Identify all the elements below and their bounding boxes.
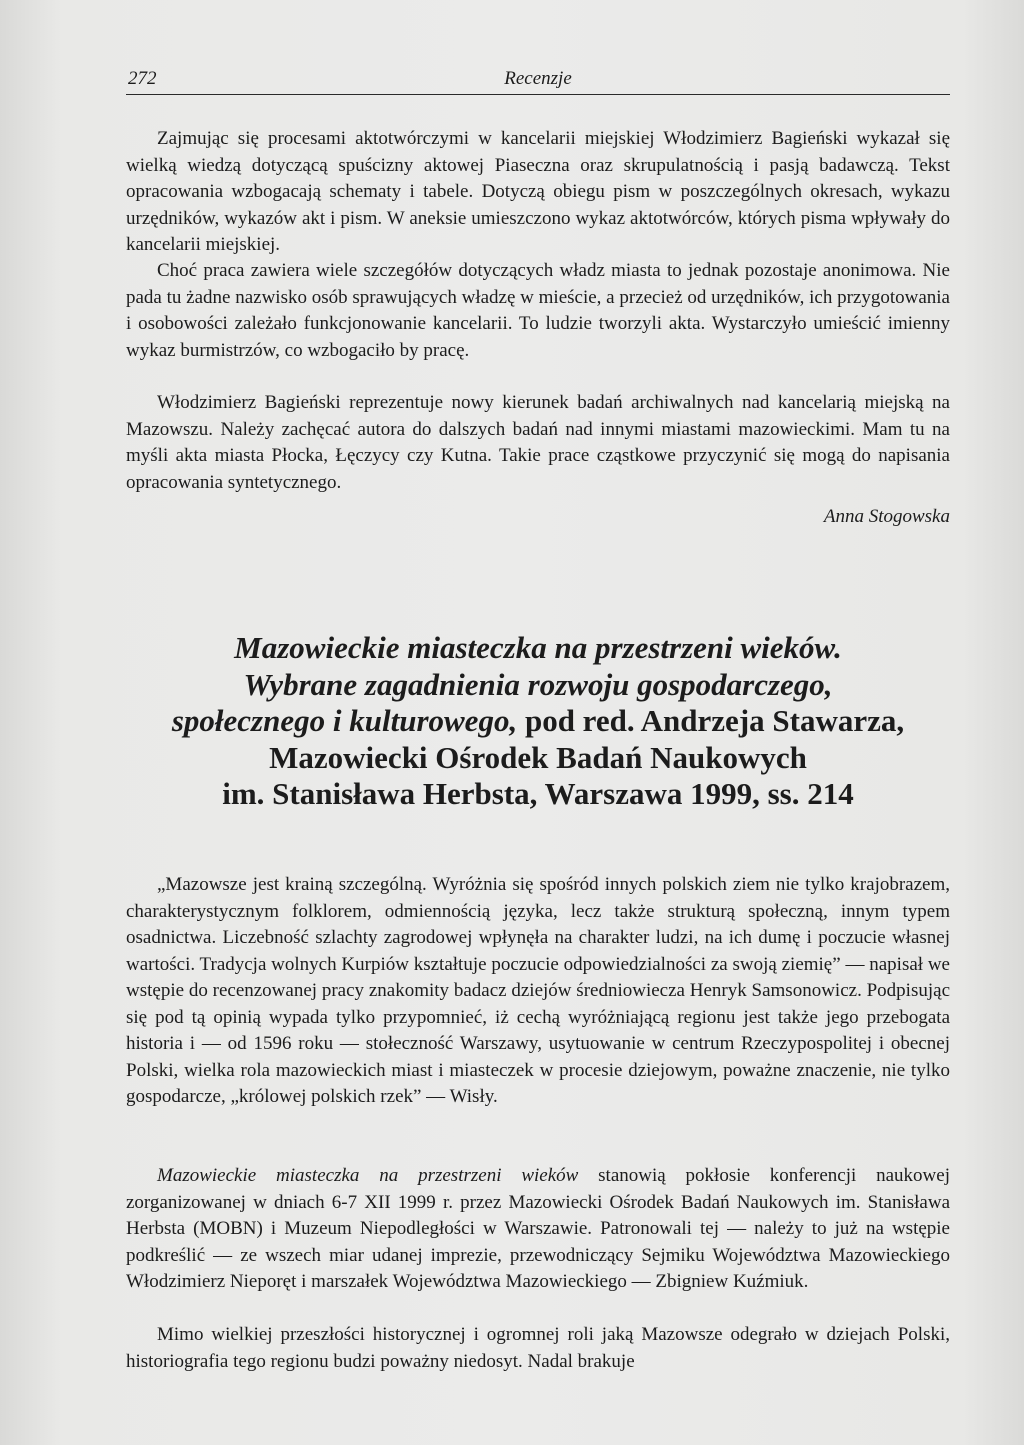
review-author-signature: Anna Stogowska [823, 506, 950, 527]
review2-paragraph-1: „Mazowsze jest krainą szczególną. Wyróżnia się spośród innych polskich ziem nie tylko krajobrazem, charakterystycznym folklorem, odmiennością języka, lecz także strukturą społeczną, innym typem osadnictwa. Liczebność szlachty zagrodowej wpłynęła na charakter ludzi, na ich dumę i poczucie własnej wartości. Tradycja wolnych Kurpiów kształtuje poczucie odpowiedzialności za swoją ziemię” — napisał we wstępie do recenzowanej pracy znakomity badacz dziejów średniowiecza Henryk Samsonowicz. Podpisując się pod tą opinią wypada tylko przypomnieć, iż cechą wyróżniającą regionu jest także jego przebogata historia i — od 1596 roku — stołeczność Warszawy, usytuowanie w centrum Rzeczypospolitej i obecnej Polski, wielka rola mazowieckich miast i miasteczek w procesie dziejowym, poważne znaczenie, nie tylko gospodarcze, „królowej polskich rzek” — Wisły. [126, 874, 950, 1107]
review-title [126, 630, 950, 813]
title-line-3-rest: pod red. Andrzeja Stawarza, [517, 703, 905, 738]
review1-paragraph-1: Zajmując się procesami aktotwórczymi w kancelarii miejskiej Włodzimierz Bagieński wykazał się wielką wiedzą dotyczącą spuścizny aktowej Piaseczna oraz skrupulatnością i pasją badawczą. Tekst opracowania wzbogacają schematy i tabele. Dotyczą obiegu pism w poszczególnych okresach, wykazu urzędników, wykazów akt i pism. W aneksie umieszczono wykaz aktotwórców, których pisma wpływały do kancelarii miejskiej. [126, 128, 950, 255]
page-number: 272 [128, 68, 157, 89]
title-line-5: im. Stanisława Herbsta, Warszawa 1999, ss. 214 [222, 776, 854, 811]
review2-paragraph-2-book-title: Mazowieckie miasteczka na przestrzeni wieków [157, 1165, 579, 1186]
review2-paragraph-2 [126, 1163, 950, 1296]
review1-paragraph-3: Włodzimierz Bagieński reprezentuje nowy kierunek badań archiwalnych nad kancelarią miejską na Mazowszu. Należy zachęcać autora do dalszych badań nad innymi miastami mazowieckimi. Mam tu na myśli akta miasta Płocka, Łęczycy czy Kutna. Takie prace cząstkowe przyczynić się mogą do napisania opracowania syntetycznego. [126, 392, 950, 493]
title-line-2: Wybrane zagadnienia rozwoju gospodarczego, [243, 666, 833, 702]
section-title: Recenzje [504, 68, 572, 89]
running-header [126, 66, 950, 95]
title-line-3-italic: społecznego i kulturowego, [171, 703, 518, 738]
review2-paragraph-3: Mimo wielkiej przeszłości historycznej i ogromnej roli jaką Mazowsze odegrało w dziejach Polski, historiografia tego regionu budzi poważny niedosyt. Nadal brakuje [126, 1324, 950, 1372]
review1-paragraph-2: Choć praca zawiera wiele szczegółów dotyczących władz miasta to jednak pozostaje anonimowa. Nie pada tu żadne nazwisko osób sprawujących władzę w mieście, a przecież od urzędników, ich przygotowania i osobowości zależało funkcjonowanie kancelarii. To ludzie tworzyli akta. Wystarczyło umieścić imienny wykaz burmistrzów, co wzbogaciło by pracę. [126, 260, 950, 361]
review2-paragraph-2-text: stanowią pokłosie konferencji naukowej zorganizowanej w dniach 6-7 XII 1999 r. przez Mazowiecki Ośrodek Badań Naukowych im. Stanisława Herbsta (MOBN) i Muzeum Niepodległości w Warszawie. Patronowali tej — należy to już na wstępie podkreślić — ze wszech miar udanej imprezie, przewodniczący Sejmiku Województwa Mazowieckiego Włodzimierz Nieporęt i marszałek Województwa Mazowieckiego — Zbigniew Kuźmiuk. [126, 1165, 950, 1292]
title-line-4: Mazowiecki Ośrodek Badań Naukowych [269, 739, 807, 775]
title-line-3 [126, 703, 950, 740]
title-line-1: Mazowieckie miasteczka na przestrzeni wieków. [234, 630, 842, 665]
